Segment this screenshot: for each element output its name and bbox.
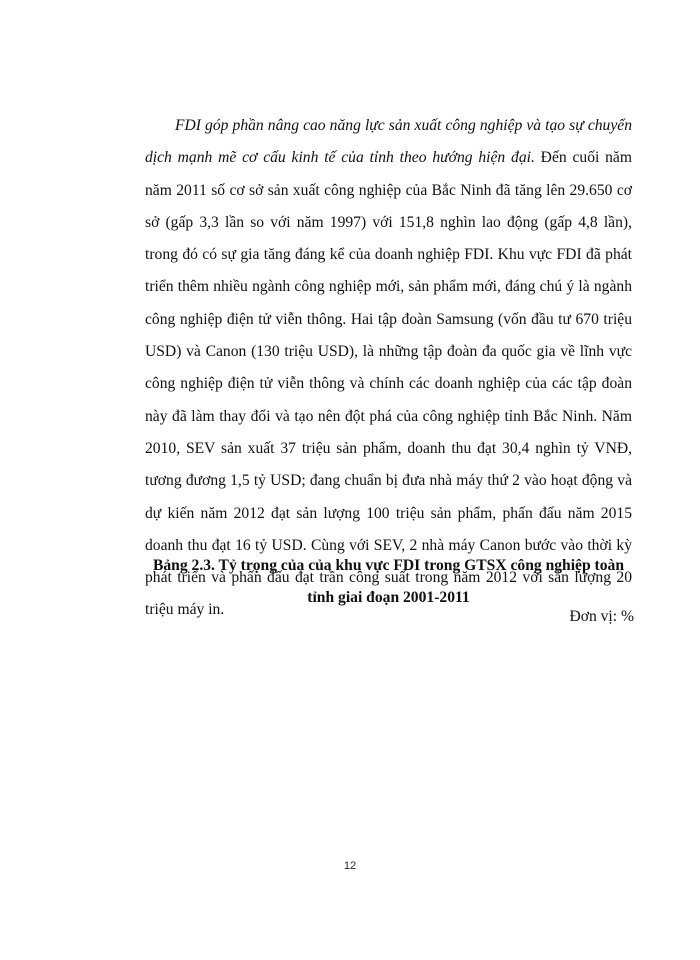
table-caption: Bảng 2.3. Tỷ trọng của của khu vực FDI trong GTSX công nghiệp toàn tỉnh giai đoạn 2001-2011	[152, 557, 625, 607]
paragraph-intro-italic: FDI góp phần nâng cao năng lực sản xuất công nghiệp và tạo sự chuyển dịch mạnh mẽ cơ cấu kinh tế của tỉnh theo hướng hiện đại.	[145, 117, 632, 167]
page-number: 12	[343, 860, 357, 872]
unit-label: Đơn vị: %	[569, 608, 634, 625]
paragraph-body: Đến cuối năm năm 2011 số cơ sở sản xuất công nghiệp của Bắc Ninh đã tăng lên 29.650 cơ sở (gấp 3,3 lần so với năm 1997) với 151,8 nghìn lao động (gấp 4,8 lần), trong đó có sự gia tăng đáng kể của doanh nghiệp FDI. Khu vực FDI đã phát triển thêm nhiều ngành công nghiệp mới, sản phẩm mới, đáng chú ý là ngành công nghiệp điện tử viễn thông. Hai tập đoàn Samsung (vốn đầu tư 670 triệu USD) và Canon (130 triệu USD), là những tập đoàn đa quốc gia về lĩnh vực công nghiệp điện tử viễn thông và chính các doanh nghiệp của các tập đoàn này đã làm thay đổi và tạo nên đột phá của công nghiệp tỉnh Bắc Ninh. Năm 2010, SEV sản xuất 37 triệu sản phẩm, doanh thu đạt 30,4 nghìn tỷ VNĐ, tương đương 1,5 tỷ USD; đang chuẩn bị đưa nhà máy thứ 2 vào hoạt động và dự kiến năm 2012 đạt sản lượng 100 triệu sản phẩm, phấn đấu năm 2015 doanh thu đạt 16 tỷ USD. Cùng với SEV, 2 nhà máy Canon bước vào thời kỳ phát triển và phấn đấu đạt trần công suất trong năm 2012 với sản lượng 20 triệu máy in.	[145, 149, 632, 619]
